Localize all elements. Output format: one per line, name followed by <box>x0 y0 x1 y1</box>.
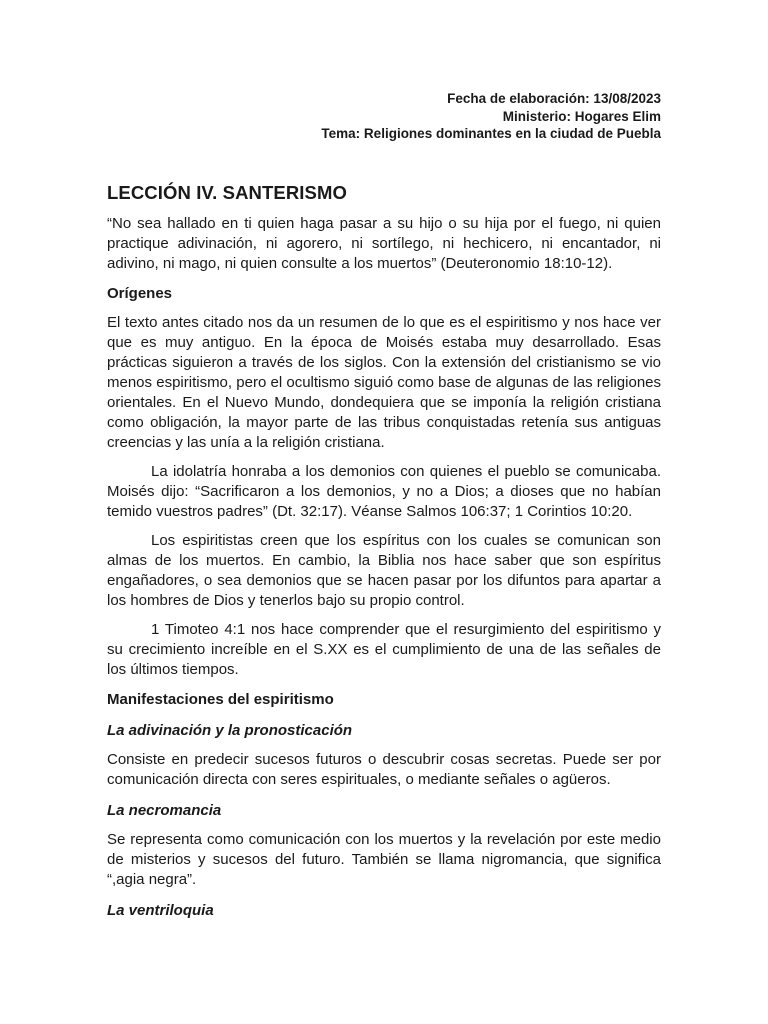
origins-heading: Orígenes <box>107 284 173 302</box>
necromancy-heading: La necromancia <box>107 801 222 819</box>
manifestations-heading: Manifestaciones del espiritismo <box>107 690 334 708</box>
ventriloquism-heading: La ventriloquia <box>107 901 214 919</box>
date-line: Fecha de elaboración: 13/08/2023 <box>447 91 661 106</box>
divination-heading: La adivinación y la pronosticación <box>107 721 353 739</box>
lesson-title: LECCIÓN IV. SANTERISMO <box>107 181 347 203</box>
document-page <box>107 90 661 921</box>
origins-paragraph-4: 1 Timoteo 4:1 nos hace comprender que el resurgimiento del espiritismo y su crecimiento increíble en el S.XX es el cumplimiento de una de las señales de los últimos tiempos. <box>107 620 661 678</box>
origins-paragraph-2: La idolatría honraba a los demonios con quienes el pueblo se comunicaba. Moisés dijo: “Sacrificaron a los demonios, y no a Dios; a dioses que no habían temido vuestros padres” (Dt. 32:17). Véanse Salmos 106:37; 1 Corintios 10:20. <box>107 462 661 520</box>
divination-paragraph: Consiste en predecir sucesos futuros o descubrir cosas secretas. Puede ser por comunicación directa con seres espirituales, o mediante señales o agüeros. <box>107 750 661 788</box>
origins-paragraph-1: El texto antes citado nos da un resumen de lo que es el espiritismo y nos hace ver que es muy antiguo. En la época de Moisés estaba muy desarrollado. Esas prácticas siguieron a través de los siglos. Con la extensión del cristianismo se vio menos espiritismo, pero el ocultismo siguió como base de algunas de las religiones orientales. En el Nuevo Mundo, dondequiera que se imponía la religión cristiana como obligación, la mayor parte de las tribus conquistadas retenía sus antiguas creencias y las unía a la religión cristiana. <box>107 313 661 451</box>
ministry-line: Ministerio: Hogares Elim <box>502 108 661 124</box>
origins-paragraph-3: Los espiritistas creen que los espíritus con los cuales se comunican son almas de los muertos. En cambio, la Biblia nos hace saber que son espíritus engañadores, o sea demonios que se hacen pasar por los difuntos para apartar a los hombres de Dios y tenerlos bajo su propio control. <box>107 531 661 609</box>
opening-quote: “No sea hallado en ti quien haga pasar a su hijo o su hija por el fuego, ni quien practique adivinación, ni agorero, ni sortílego, ni hechicero, ni encantador, ni adivino, ni mago, ni quien consulte a los muertos” (Deuteronomio 18:10-12). <box>107 214 661 272</box>
document-header <box>107 90 661 143</box>
topic-line: Tema: Religiones dominantes en la ciudad de Puebla <box>321 126 661 141</box>
necromancy-paragraph: Se representa como comunicación con los muertos y la revelación por este medio de misterios y sucesos del futuro. También se llama nigromancia, que significa “,agia negra”. <box>107 830 661 888</box>
